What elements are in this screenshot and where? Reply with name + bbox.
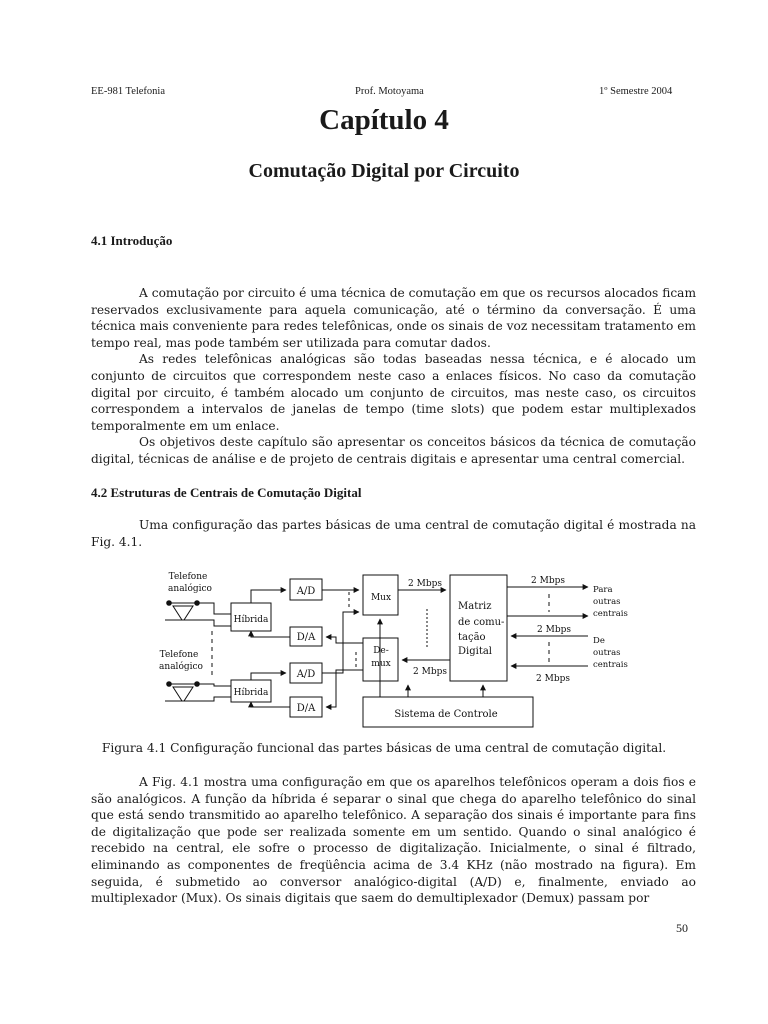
paragraph: A Fig. 4.1 mostra uma configuração em que os aparelhos telefônicos operam a dois fios e são analógicos. A função da híbrida é separar o sinal que chega do aparelho telefônico do sinal que está sendo transmitido ao aparelho telefônico. A separação dos sinais é importante para fins de digitalização que pode ser realizada somente em um sentido. Quando o sinal analógico é recebido na central, ele sofre o processo de digitalização. Inicialmente, o sinal é filtrado, eliminando as componentes de freqüência acima de 3.4 KHz (não mostrado na figura). Em seguida, é submetido ao conversor analógico-digital (A/D) e, finalmente, enviado ao multiplexador (Mux). Os sinais digitais que saem do demultiplexador (Demux) passam por: [91, 775, 696, 906]
rate-label: 2 Mbps: [408, 579, 442, 589]
outgoing-label: Para: [593, 585, 613, 595]
mux-label: Mux: [370, 593, 392, 603]
incoming-label: outras: [593, 648, 621, 658]
hybrid-label: Híbrida: [233, 615, 269, 625]
figure-4-1-diagram: [150, 565, 640, 735]
outgoing-label: centrais: [593, 609, 628, 619]
paragraph: Uma configuração das partes básicas de uma central de comutação digital é mostrada na Fig. 4.1.: [91, 518, 696, 549]
paragraph: As redes telefônicas analógicas são todas baseadas nessa técnica, e é alocado um conjunto de circuitos que correspondem neste caso a enlaces físicos. No caso da comutação digital por circuito, é também alocado um conjunto de circuitos, mas neste caso, os circuitos correspondem a intervalos de janelas de tempo (time slots) que podem estar multiplexados temporalmente em um enlace.: [91, 352, 696, 433]
demux-label: mux: [371, 659, 391, 669]
matrix-label: tação: [458, 632, 486, 643]
matrix-label: Matriz: [458, 601, 492, 612]
phone-label: Telefone: [159, 650, 199, 660]
control-system-label: Sistema de Controle: [394, 709, 498, 720]
da-label: D/A: [296, 632, 316, 643]
incoming-label: De: [593, 636, 605, 646]
incoming-label: centrais: [593, 660, 628, 670]
phone-label: Telefone: [168, 572, 208, 582]
phone-label: analógico: [159, 662, 203, 672]
ad-label: A/D: [296, 669, 316, 680]
rate-label: 2 Mbps: [413, 667, 447, 677]
header-semester: 1º Semestre 2004: [599, 86, 673, 97]
chapter-title: Capítulo 4: [319, 104, 449, 136]
rate-label: 2 Mbps: [531, 576, 565, 586]
phone-label: analógico: [168, 584, 212, 594]
demux-label: De-: [373, 646, 389, 656]
section-heading-structures: 4.2 Estruturas de Centrais de Comutação Digital: [91, 485, 362, 500]
matrix-label: de comu-: [458, 617, 505, 628]
header-course: EE-981 Telefonia: [91, 86, 166, 97]
matrix-label: Digital: [458, 646, 492, 657]
telephone-icon: [165, 682, 201, 701]
intro-body: [91, 285, 696, 468]
hybrid-label: Híbrida: [233, 688, 269, 698]
figure-caption: Figura 4.1 Configuração funcional das partes básicas de uma central de comutação digital.: [101, 741, 667, 755]
paragraph: Os objetivos deste capítulo são apresentar os conceitos básicos da técnica de comutação digital, técnicas de análise e de projeto de centrais digitais e apresentar uma central comercial.: [91, 435, 696, 466]
ad-label: A/D: [296, 586, 316, 597]
telephone-icon: [165, 601, 201, 620]
page-number: 50: [676, 921, 688, 935]
rate-label: 2 Mbps: [536, 674, 570, 684]
header-professor: Prof. Motoyama: [355, 86, 424, 97]
da-label: D/A: [296, 703, 316, 714]
switching-matrix-box: [450, 575, 507, 681]
rate-label: 2 Mbps: [537, 625, 571, 635]
chapter-subtitle: Comutação Digital por Circuito: [248, 160, 520, 182]
paragraph: A comutação por circuito é uma técnica de comutação em que os recursos alocados ficam reservados exclusivamente para aquela comunicação, até o término da conversação. É uma técnica mais conveniente para redes telefônicas, onde os sinais de voz necessitam tratamento em tempo real, mas pode também ser utilizada para comutar dados.: [91, 286, 696, 350]
outgoing-label: outras: [593, 597, 621, 607]
section-heading-intro: 4.1 Introdução: [91, 233, 173, 248]
